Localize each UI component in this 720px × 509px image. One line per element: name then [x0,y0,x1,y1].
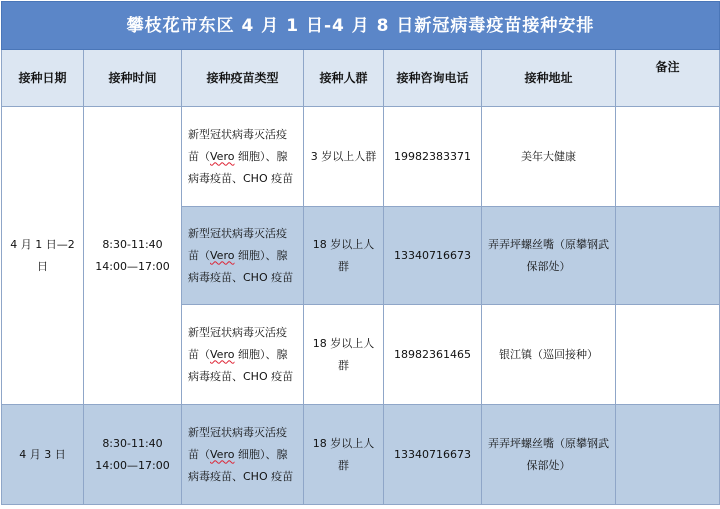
date-cell: 4 月 3 日 [2,405,84,505]
population-cell: 18 岁以上人群 [304,405,384,505]
address-cell: 弄弄坪螺丝嘴（原攀钢武保部处） [482,207,616,305]
vaccine-type-cell [182,405,304,505]
phone-cell: 18982361465 [384,305,482,405]
date-cell: 4 月 1 日—2 日 [2,107,84,405]
header-date: 接种日期 [2,50,84,107]
note-cell [616,305,720,405]
vaccine-type-cell [182,107,304,207]
vaccine-text-pre: 新型冠状病毒灭活疫苗（ [188,226,287,262]
time-morning: 8:30-11:40 [102,436,163,450]
phone-cell: 13340716673 [384,207,482,305]
population-cell: 3 岁以上人群 [304,107,384,207]
vaccine-text-post: 细胞）、腺病毒疫苗、CHO 疫苗 [188,347,294,383]
address-cell: 美年大健康 [482,107,616,207]
population-cell: 18 岁以上人群 [304,207,384,305]
table-row [2,107,720,207]
vaccine-type-cell [182,305,304,405]
table-row [2,405,720,505]
title-row [2,2,720,50]
page-title: 攀枝花市东区 4 月 1 日-4 月 8 日新冠病毒疫苗接种安排 [2,2,720,50]
vaccination-schedule-table [1,1,720,505]
time-cell [84,107,182,405]
vaccine-text-mark: Vero [210,347,235,361]
time-afternoon: 14:00—17:00 [95,458,170,472]
vaccine-type-cell [182,207,304,305]
vaccine-text-pre: 新型冠状病毒灭活疫苗（ [188,425,287,461]
time-morning: 8:30-11:40 [102,237,163,251]
header-address: 接种地址 [482,50,616,107]
population-cell: 18 岁以上人群 [304,305,384,405]
note-cell [616,107,720,207]
vaccine-text-pre: 新型冠状病毒灭活疫苗（ [188,325,287,361]
vaccine-text-post: 细胞）、腺病毒疫苗、CHO 疫苗 [188,447,294,483]
vaccine-text-post: 细胞）、腺病毒疫苗、CHO 疫苗 [188,248,294,284]
time-afternoon: 14:00—17:00 [95,259,170,273]
vaccine-text-mark: Vero [210,248,235,262]
vaccine-text-mark: Vero [210,447,235,461]
phone-cell: 19982383371 [384,107,482,207]
note-cell [616,405,720,505]
address-cell: 弄弄坪螺丝嘴（原攀钢武保部处） [482,405,616,505]
time-cell [84,405,182,505]
note-cell [616,207,720,305]
header-vaccine-type: 接种疫苗类型 [182,50,304,107]
header-population: 接种人群 [304,50,384,107]
vaccine-text-post: 细胞）、腺病毒疫苗、CHO 疫苗 [188,149,294,185]
vaccine-text-mark: Vero [210,149,235,163]
header-phone: 接种咨询电话 [384,50,482,107]
phone-cell: 13340716673 [384,405,482,505]
vaccine-text-pre: 新型冠状病毒灭活疫苗（ [188,127,287,163]
header-note: 备注 [616,50,720,107]
address-cell: 银江镇（巡回接种） [482,305,616,405]
schedule-sheet [1,1,719,507]
header-time: 接种时间 [84,50,182,107]
header-row [2,50,720,107]
